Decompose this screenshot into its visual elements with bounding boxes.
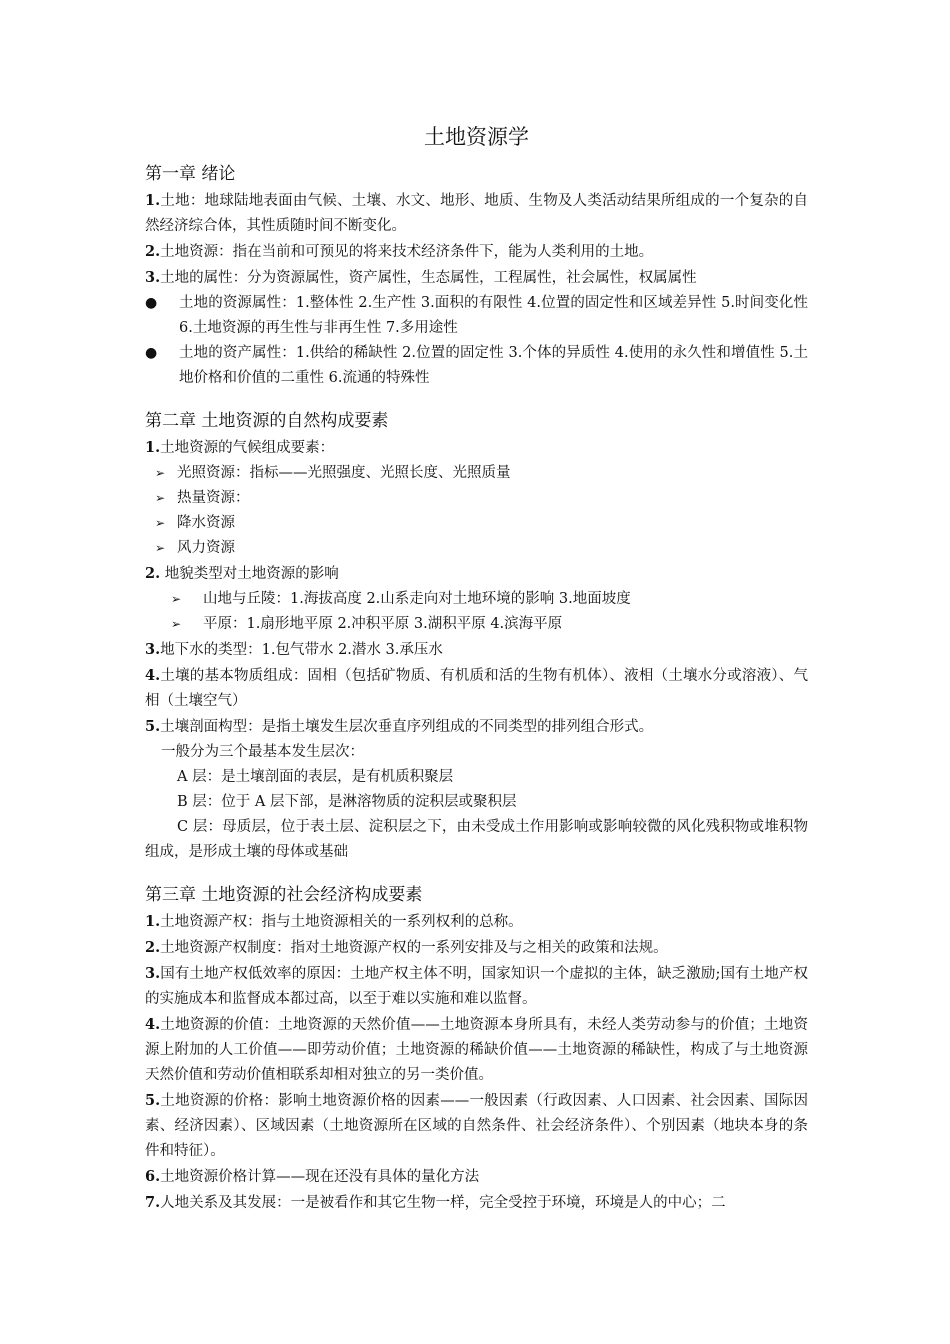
item-number: 1. (145, 913, 161, 930)
soil-layer-b: B 层：位于 A 层下部，是淋溶物质的淀积层或聚积层 (177, 794, 517, 810)
item-text: 土地资源的气候组成要素： (160, 440, 335, 456)
item-number: 2. (145, 939, 161, 956)
item-number: 6. (145, 1168, 161, 1185)
ch2-item-4 (145, 663, 808, 714)
climate-item-wind (145, 536, 808, 561)
item-number: 2. (145, 565, 161, 582)
bullet-text: 土地的资源属性：1.整体性 2.生产性 3.面积的有限性 4.位置的固定性和区域差异性 5.时间变化性 6.土地资源的再生性与非再生性 7.多用途性 (179, 295, 808, 336)
item-number: 5. (145, 1092, 161, 1109)
bullet-icon: ● (145, 345, 158, 361)
ch2-item-5 (145, 714, 808, 740)
ch1-item-1 (145, 188, 808, 239)
item-number: 2. (145, 243, 161, 260)
ch3-item-5 (145, 1088, 808, 1164)
arrow-right-icon: ➢ (155, 466, 166, 480)
item-text: 土壤剖面构型：是指土壤发生层次垂直序列组成的不同类型的排列组合形式。 (160, 719, 654, 735)
chapter-2-heading: 第二章 土地资源的自然构成要素 (145, 411, 389, 431)
ch1-bullet-2 (145, 341, 808, 391)
ch1-bullet-list (145, 291, 808, 391)
soil-layer-a: A 层：是土壤剖面的表层，是有机质积聚层 (177, 769, 454, 785)
item-number: 7. (145, 1194, 161, 1211)
item-number: 1. (145, 439, 161, 456)
chapter-3-heading: 第三章 土地资源的社会经济构成要素 (145, 885, 423, 905)
item-text: 土地的属性：分为资源属性，资产属性，生态属性，工程属性，社会属性，权属属性 (160, 270, 697, 286)
landform-list (145, 587, 808, 637)
item-number: 4. (145, 667, 161, 684)
item-text: 地下水的类型：1.包气带水 2.潜水 3.承压水 (160, 642, 443, 658)
item-number: 5. (145, 718, 161, 735)
ch1-item-3 (145, 265, 808, 291)
item-number: 3. (145, 641, 161, 658)
item-number: 4. (145, 1016, 161, 1033)
climate-item-heat (145, 486, 808, 511)
item-text: 土地资源产权制度：指对土地资源产权的一系列安排及与之相关的政策和法规。 (160, 940, 668, 956)
ch2-item-1 (145, 435, 808, 461)
ch2-item-3 (145, 637, 808, 663)
item-text: 土地资源的价格：影响土地资源价格的因素——一般因素（行政因素、人口因素、社会因素、国际因素、经济因素）、区域因素（土地资源所在区域的自然条件、社会经济条件）、个别因素（地块本身的条件和特征）。 (145, 1093, 808, 1159)
document-page (145, 122, 808, 1216)
arrow-right-icon: ➢ (155, 516, 166, 530)
ch1-item-2 (145, 239, 808, 265)
arrow-right-icon: ➢ (155, 541, 166, 555)
item-number: 3. (145, 965, 161, 982)
list-item-text: 热量资源： (177, 490, 250, 506)
item-text: 国有土地产权低效率的原因：土地产权主体不明，国家知识一个虚拟的主体，缺乏激励;国有土地产权的实施成本和监督成本都过高，以至于难以实施和难以监督。 (145, 966, 808, 1007)
bullet-text: 土地的资产属性：1.供给的稀缺性 2.位置的固定性 3.个体的异质性 4.使用的永久性和增值性 5.土地价格和价值的二重性 6.流通的特殊性 (179, 345, 808, 386)
ch3-item-1 (145, 909, 808, 935)
list-item-text: 降水资源 (177, 515, 235, 531)
ch1-bullet-1 (145, 291, 808, 341)
ch3-item-6 (145, 1164, 808, 1190)
list-item-text: 平原：1.扇形地平原 2.冲积平原 3.湖积平原 4.滨海平原 (203, 616, 563, 632)
chapter-1-heading: 第一章 绪论 (145, 164, 236, 184)
climate-item-light (145, 461, 808, 486)
bullet-icon: ● (145, 295, 158, 311)
ch2-item-2 (145, 561, 808, 587)
list-item-text: 风力资源 (177, 540, 235, 556)
document-title: 土地资源学 (424, 125, 529, 149)
list-item-text: 光照资源：指标——光照强度、光照长度、光照质量 (177, 465, 511, 481)
item-text: 土地资源的价值：土地资源的天然价值——土地资源本身所具有，未经人类劳动参与的价值；土地资源上附加的人工价值——即劳动价值；土地资源的稀缺价值——土地资源的稀缺性，构成了与土地资源天然价值和劳动价值相联系却相对独立的另一类价值。 (145, 1017, 808, 1083)
item-text: 土地资源：指在当前和可预见的将来技术经济条件下，能为人类利用的土地。 (160, 244, 654, 260)
soil-layers-intro: 一般分为三个最基本发生层次： (161, 744, 364, 760)
soil-layer-c: C 层：母质层，位于表土层、淀积层之下，由未受成土作用影响或影响较微的风化残积物或堆积物组成，是形成土壤的母体或基础 (145, 819, 808, 860)
list-item-text: 山地与丘陵：1.海拔高度 2.山系走向对土地环境的影响 3.地面坡度 (203, 591, 631, 607)
arrow-right-icon: ➢ (171, 617, 182, 631)
item-text: 土地资源产权：指与土地资源相关的一系列权利的总称。 (160, 914, 523, 930)
item-number: 1. (145, 192, 161, 209)
item-text: 地貌类型对土地资源的影响 (160, 566, 339, 582)
item-text: 土壤的基本物质组成：固相（包括矿物质、有机质和活的生物有机体）、液相（土壤水分或溶液）、气相（土壤空气） (145, 668, 808, 709)
ch3-item-7 (145, 1190, 808, 1216)
climate-list (145, 461, 808, 561)
ch3-item-2 (145, 935, 808, 961)
item-text: 人地关系及其发展：一是被看作和其它生物一样，完全受控于环境，环境是人的中心；二 (160, 1195, 726, 1211)
ch3-item-4 (145, 1012, 808, 1088)
landform-item-plain (145, 612, 808, 637)
climate-item-rain (145, 511, 808, 536)
arrow-right-icon: ➢ (171, 592, 182, 606)
item-text: 土地：地球陆地表面由气候、土壤、水文、地形、地质、生物及人类活动结果所组成的一个复杂的自然经济综合体，其性质随时间不断变化。 (145, 193, 808, 234)
arrow-right-icon: ➢ (155, 491, 166, 505)
item-text: 土地资源价格计算——现在还没有具体的量化方法 (160, 1169, 480, 1185)
ch3-item-3 (145, 961, 808, 1012)
landform-item-mountain (145, 587, 808, 612)
item-number: 3. (145, 269, 161, 286)
